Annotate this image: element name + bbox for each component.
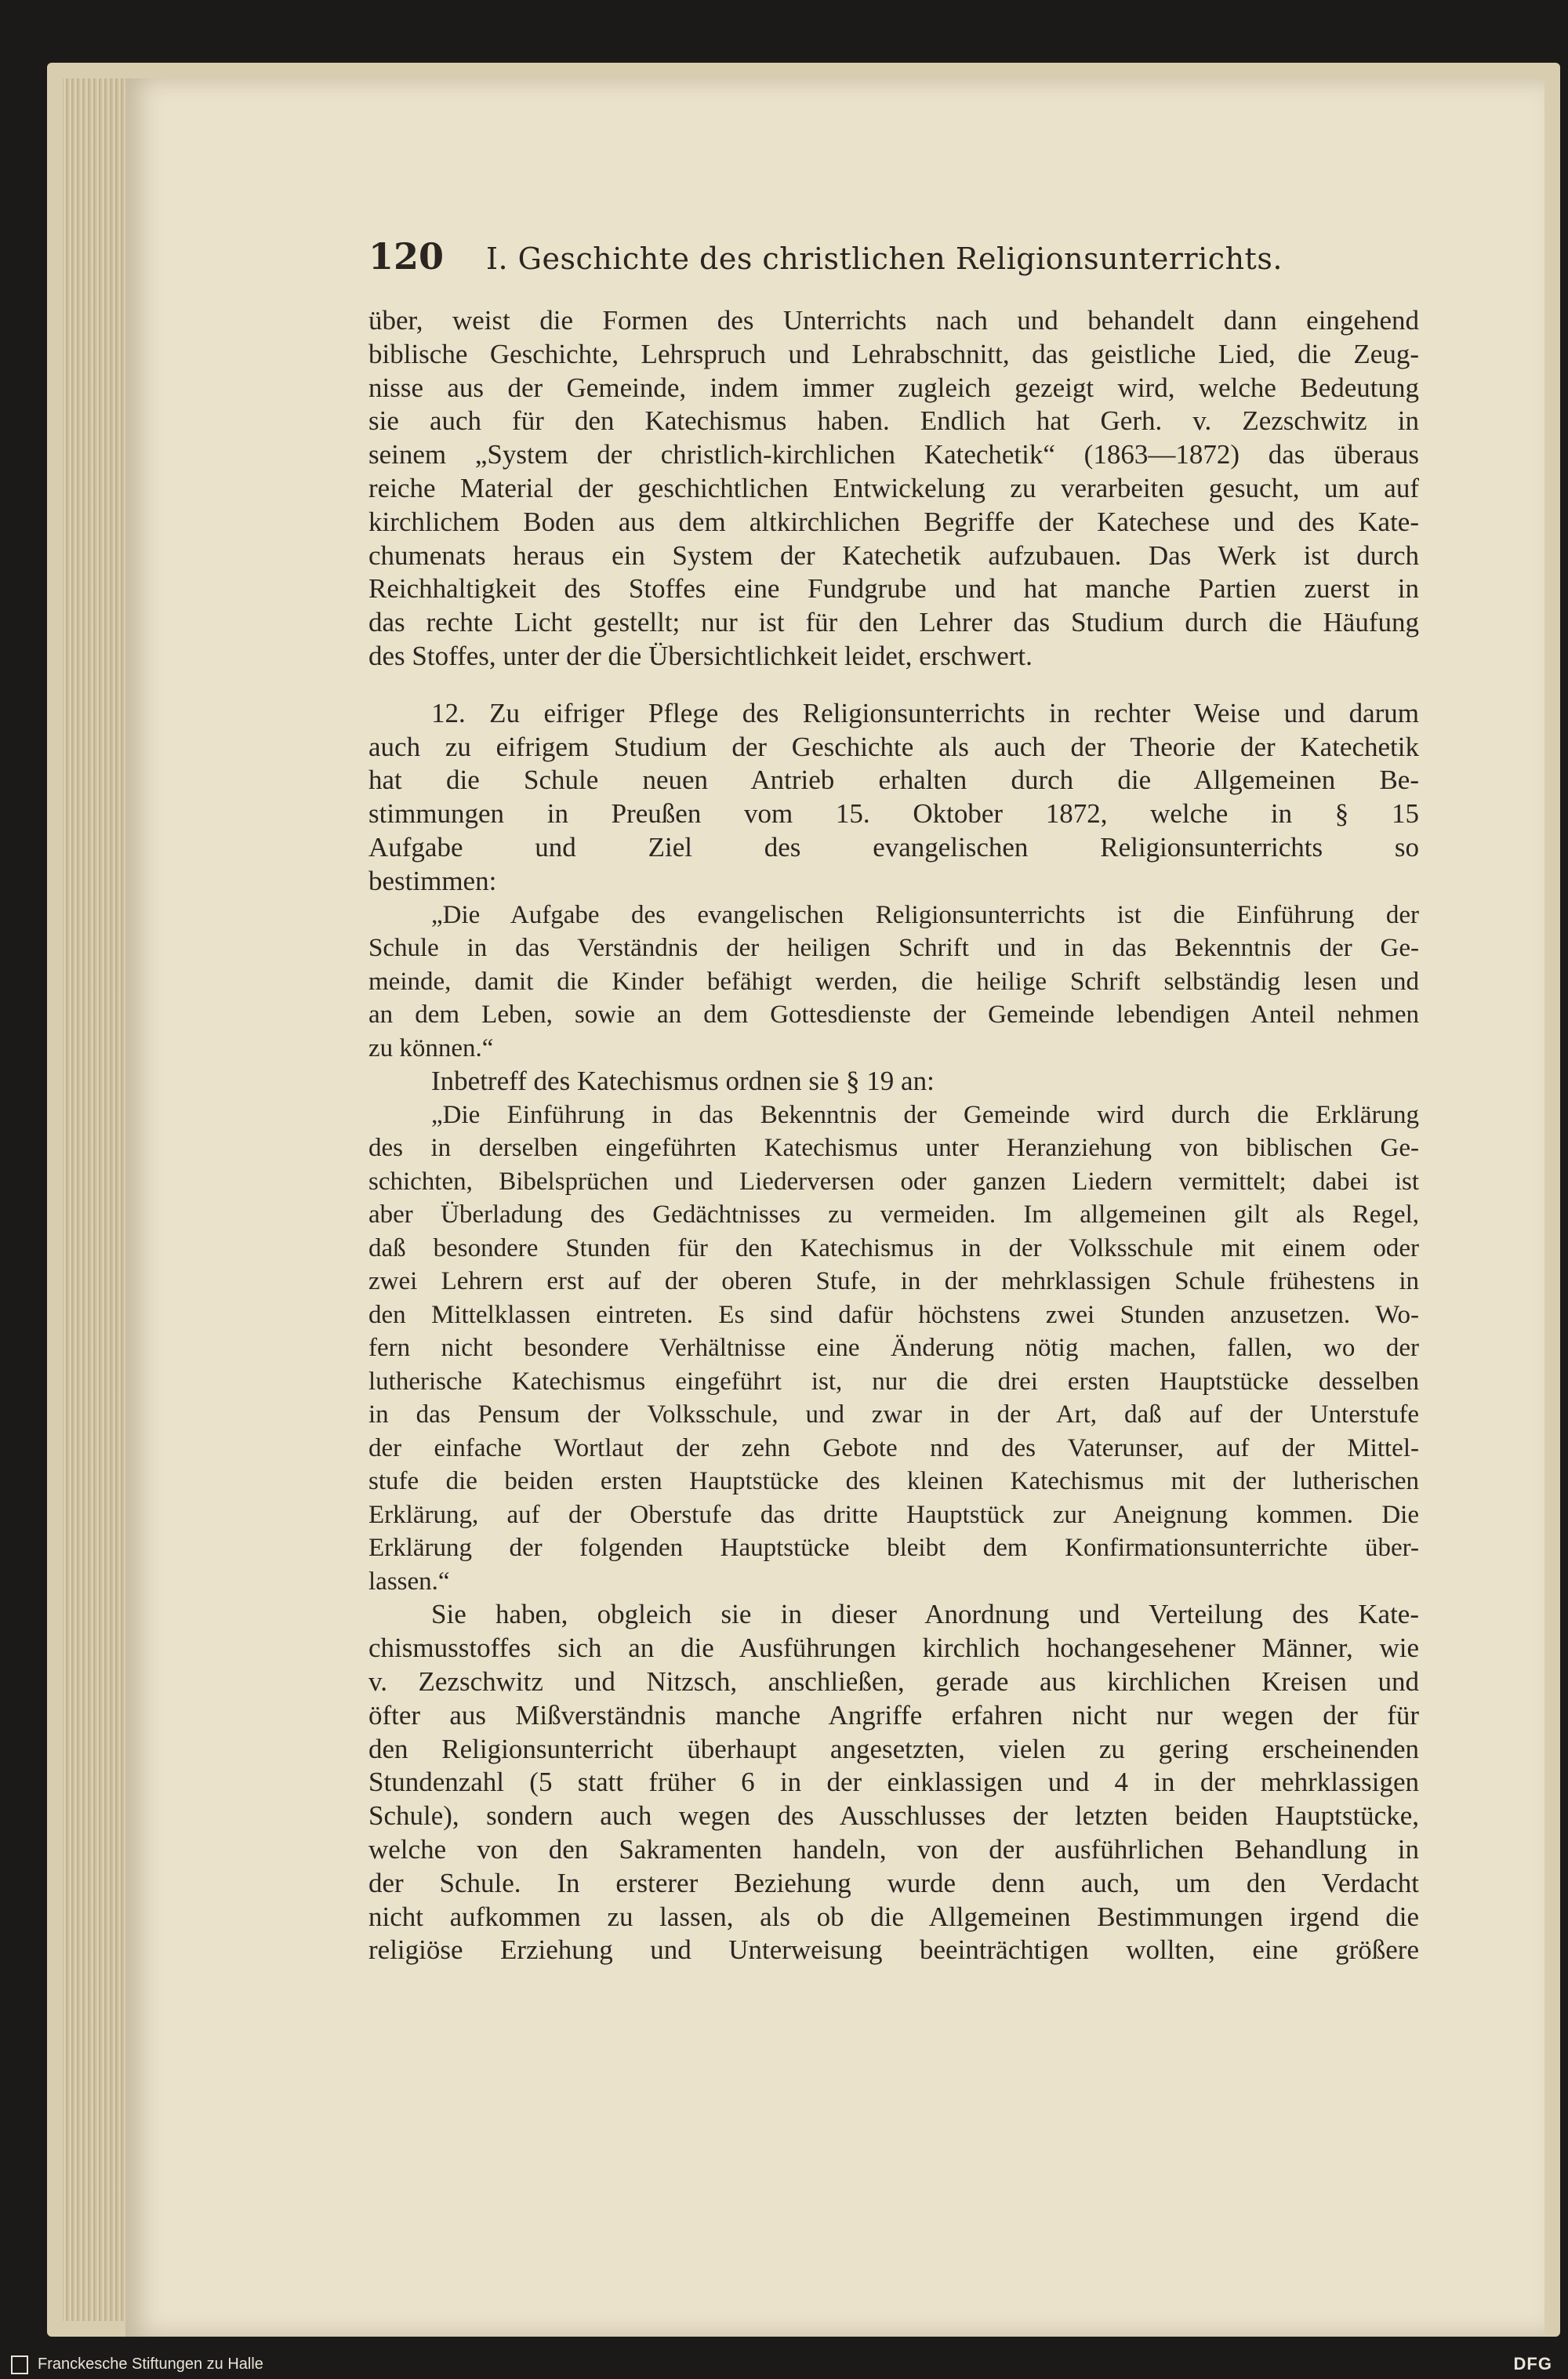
text-line: das rechte Licht gestellt; nur ist für den Lehrer das Studium durch die Häufung xyxy=(368,607,1419,638)
page-number: 120 xyxy=(368,235,445,278)
text-line: des Stoffes, unter der die Übersichtlichkeit leidet, erschwert. xyxy=(368,640,1033,671)
quote-line: daß besondere Stunden für den Katechismus in der Volksschule mit einem oder xyxy=(368,1233,1419,1262)
quote-line: den Mittelklassen eintreten. Es sind dafür höchstens zwei Stunden anzusetzen. Wo- xyxy=(368,1300,1419,1329)
quote-line: an dem Leben, sowie an dem Gottesdienste der Gemeinde lebendigen Anteil nehmen xyxy=(368,1001,1419,1030)
text-line: den Religionsunterricht überhaupt angesetzten, vielen zu gering erscheinenden xyxy=(368,1733,1419,1764)
quote-line: fern nicht besondere Verhältnisse eine Änderung nötig machen, fallen, wo der xyxy=(368,1334,1419,1363)
institution-logo-icon xyxy=(11,2355,28,2374)
text-line: über, weist die Formen des Unterrichts nach und behandelt dann eingehend xyxy=(368,305,1419,336)
text-line: öfter aus Mißverständnis manche Angriffe erfahren nicht nur wegen der für xyxy=(368,1699,1419,1731)
text-line: auch zu eifrigem Studium der Geschichte als auch der Theorie der Katechetik xyxy=(368,731,1419,762)
quote-line: Erklärung der folgenden Hauptstücke bleibt dem Konfirmationsunterrichte über- xyxy=(368,1534,1419,1563)
text-line: der Schule. In ersterer Beziehung wurde denn auch, um den Verdacht xyxy=(368,1867,1419,1898)
text-line: Reichhaltigkeit des Stoffes eine Fundgrube und hat manche Partien zuerst in xyxy=(368,573,1419,605)
text-line: sie auch für den Katechismus haben. Endlich hat Gerh. v. Zezschwitz in xyxy=(368,405,1419,437)
text-line: stimmungen in Preußen vom 15. Oktober 1872, welche in § 15 xyxy=(368,798,1419,830)
quote-line: aber Überladung des Gedächtnisses zu vermeiden. Im allgemeinen gilt als Regel, xyxy=(368,1200,1419,1229)
text-line: Inbetreff des Katechismus ordnen sie § 19 an: xyxy=(431,1066,935,1097)
quote-line: lassen.“ xyxy=(368,1567,450,1596)
text-line: v. Zezschwitz und Nitzsch, anschließen, gerade aus kirchlichen Kreisen und xyxy=(368,1665,1419,1697)
text-line: reiche Material der geschichtlichen Entwickelung zu verarbeiten gesucht, um auf xyxy=(368,472,1419,503)
quote-line: „Die Einführung in das Bekenntnis der Gemeinde wird durch die Erklärung xyxy=(431,1100,1419,1129)
quote-block-2 xyxy=(368,1099,1419,1599)
text-line: Sie haben, obgleich sie in dieser Anordnung und Verteilung des Kate- xyxy=(431,1599,1419,1630)
quote-line: des in derselben eingeführten Katechismus unter Heranziehung von biblischen Ge- xyxy=(368,1134,1419,1163)
text-line: biblische Geschichte, Lehrspruch und Lehrabschnitt, das geistliche Lied, die Zeug- xyxy=(368,338,1419,369)
viewer-footer xyxy=(0,2351,1568,2379)
text-line: nisse aus der Gemeinde, indem immer zugleich gezeigt wird, welche Bedeutung xyxy=(368,372,1419,403)
text-line: Aufgabe und Ziel des evangelischen Religionsunterrichts so xyxy=(368,831,1419,863)
text-line: Schule), sondern auch wegen des Ausschlusses der letzten beiden Hauptstücke, xyxy=(368,1800,1419,1832)
quote-block-1 xyxy=(368,899,1419,1066)
section-12-start: 12. Zu eifriger Pflege des Religionsunterrichts in rechter Weise und darum xyxy=(431,697,1419,728)
quote-line: in das Pensum der Volksschule, und zwar in der Art, daß auf der Unterstufe xyxy=(368,1400,1419,1429)
running-head: I. Geschichte des christlichen Religionsunterrichts. xyxy=(486,242,1283,276)
quote-line: stufe die beiden ersten Hauptstücke des kleinen Katechismus mit der lutherischen xyxy=(368,1467,1419,1496)
quote-line: Erklärung, auf der Oberstufe das dritte Hauptstück zur Aneignung kommen. Die xyxy=(368,1500,1419,1529)
text-line: seinem „System der christlich-kirchlichen Katechetik“ (1863—1872) das überaus xyxy=(368,439,1419,470)
text-line: bestimmen: xyxy=(368,865,497,896)
text-line: chismusstoffes sich an die Ausführungen kirchlich hochangesehener Männer, wie xyxy=(368,1633,1419,1664)
quote-line: meinde, damit die Kinder befähigt werden, die heilige Schrift selbständig lesen und xyxy=(368,967,1419,996)
page-header xyxy=(368,235,1419,282)
text-line: chumenats heraus ein System der Katechetik aufzubauen. Das Werk ist durch xyxy=(368,539,1419,571)
text-line: kirchlichem Boden aus dem altkirchlichen Begriffe der Katechese und des Kate- xyxy=(368,506,1419,537)
quote-line: der einfache Wortlaut der zehn Gebote nnd des Vaterunser, auf der Mittel- xyxy=(368,1433,1419,1462)
quote-line: Schule in das Verständnis der heiligen Schrift und in das Bekenntnis der Ge- xyxy=(368,934,1419,963)
quote-line: zwei Lehrern erst auf der oberen Stufe, in der mehrklassigen Schule frühestens in xyxy=(368,1267,1419,1296)
quote-line: lutherische Katechismus eingeführt ist, nur die drei ersten Hauptstücke desselben xyxy=(368,1367,1419,1396)
text-line: Stundenzahl (5 statt früher 6 in der einklassigen und 4 in der mehrklassigen xyxy=(368,1767,1419,1798)
text-line: welche von den Sakramenten handeln, von der ausführlichen Behandlung in xyxy=(368,1833,1419,1865)
quote-line: zu können.“ xyxy=(368,1033,494,1062)
quote-line: „Die Aufgabe des evangelischen Religionsunterrichts ist die Einführung der xyxy=(431,900,1419,929)
footer-institution: Franckesche Stiftungen zu Halle xyxy=(38,2355,263,2373)
footer-dfg-logo: DFG xyxy=(1513,2354,1552,2374)
text-line: religiöse Erziehung und Unterweisung beeinträchtigen wollten, eine größere xyxy=(368,1934,1419,1966)
body-text xyxy=(368,304,1419,1967)
text-line: nicht aufkommen zu lassen, als ob die Allgemeinen Bestimmungen irgend die xyxy=(368,1901,1419,1932)
quote-line: schichten, Bibelsprüchen und Liederversen oder ganzen Liedern vermittelt; dabei ist xyxy=(368,1167,1419,1196)
text-line: hat die Schule neuen Antrieb erhalten durch die Allgemeinen Be- xyxy=(368,765,1419,796)
